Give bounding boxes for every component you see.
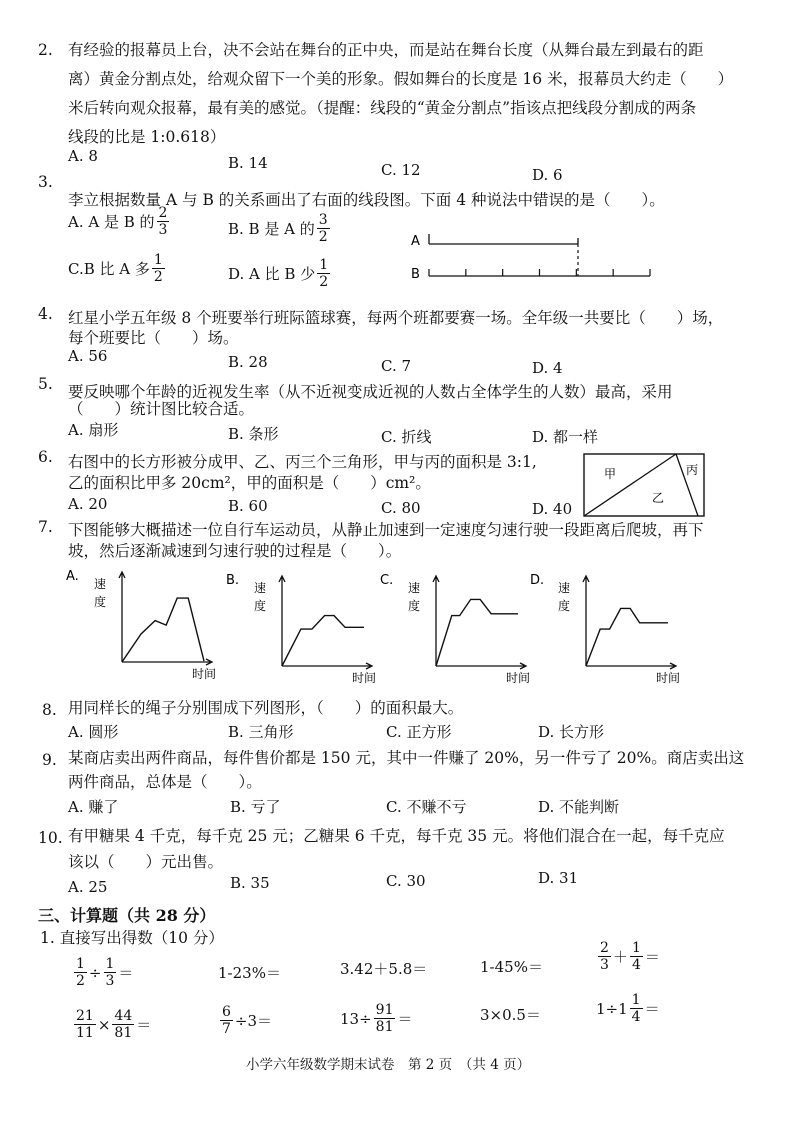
- diagonal-line: [584, 454, 676, 516]
- question-number: 6.: [38, 448, 53, 466]
- graph-xlabel: 时间: [352, 671, 376, 685]
- q2-option-c[interactable]: C. 12: [381, 161, 421, 179]
- segment-label-b: B: [411, 267, 420, 282]
- q10-option-d[interactable]: D. 31: [538, 869, 579, 887]
- q6-option-b[interactable]: B. 60: [228, 497, 268, 515]
- page-footer: 小学六年级数学期末试卷 第 2 页 （共 4 页）: [246, 1057, 531, 1073]
- question-number: 3.: [38, 173, 53, 191]
- q9-line-1: 某商店卖出两件商品，每件售价都是 150 元，其中一件赚了 20%，另一件亏了 20%。商店卖出这: [68, 749, 745, 767]
- graph-y-axis: [279, 576, 285, 666]
- speed-curve: [122, 598, 204, 662]
- speed-graph-b[interactable]: [226, 570, 376, 685]
- question-number: 4.: [38, 305, 53, 323]
- question-number: 10.: [38, 829, 63, 847]
- q5-option-b[interactable]: B. 条形: [228, 425, 279, 443]
- speed-curve: [586, 608, 668, 666]
- calc-item-1: $\frac{1}{2}$ ÷ $\frac{1}{3}$ ＝: [76, 956, 134, 989]
- q5-option-a[interactable]: A. 扇形: [68, 421, 119, 439]
- graph-x-axis: [282, 663, 372, 669]
- q5-line-1: 要反映哪个年龄的近视发生率（从不近视变成近视的人数占全体学生的人数）最高，采用: [68, 383, 673, 401]
- graph-ylabel: 速: [558, 581, 571, 595]
- calc-item-7: $\frac{6}{7}$ ÷3＝: [222, 1004, 273, 1037]
- q6-option-a[interactable]: A. 20: [68, 495, 108, 513]
- graph-ylabel: 速: [408, 581, 421, 595]
- graph-letter: A.: [66, 569, 79, 584]
- speed-curve: [282, 616, 364, 666]
- q3-option-c[interactable]: [68, 252, 167, 285]
- q5-line-2: （ ）统计图比较合适。: [68, 400, 255, 418]
- q9-option-a[interactable]: A. 赚了: [68, 798, 119, 816]
- q2-option-b[interactable]: B. 14: [228, 154, 268, 172]
- graph-x-axis: [436, 663, 526, 669]
- graph-ylabel: 速: [94, 577, 107, 591]
- q2-line-4: 线段的比是 1:0.618）: [68, 128, 226, 146]
- calc-item-10: 1÷1 $\frac{1}{4}$ ＝: [596, 992, 660, 1025]
- calc-item-5: $\frac{2}{3}$ ＋ $\frac{1}{4}$ ＝: [600, 940, 660, 973]
- q10-line-1: 有甲糖果 4 千克，每千克 25 元；乙糖果 6 千克，每千克 35 元。将他们混合在一起，每千克应: [68, 827, 725, 845]
- q10-option-a[interactable]: A. 25: [68, 878, 108, 896]
- question-number: 5.: [38, 375, 53, 393]
- rectangle-diagram: [582, 452, 708, 518]
- q4-option-b[interactable]: B. 28: [228, 353, 268, 371]
- fraction: $\frac{2}{3}$: [158, 205, 168, 238]
- q5-option-c[interactable]: C. 折线: [381, 428, 432, 446]
- q6-option-d[interactable]: D. 40: [532, 500, 573, 518]
- graph-xlabel: 时间: [656, 671, 680, 685]
- q6-option-c[interactable]: C. 80: [381, 499, 421, 517]
- q9-option-b[interactable]: B. 亏了: [230, 798, 281, 816]
- q9-option-c[interactable]: C. 不赚不亏: [386, 798, 467, 816]
- q8-text: 用同样长的绳子分别围成下列图形，（ ）的面积最大。: [68, 699, 464, 717]
- graph-letter: D.: [530, 573, 545, 588]
- q5-option-d[interactable]: D. 都一样: [532, 428, 599, 446]
- q8-option-d[interactable]: D. 长方形: [538, 723, 605, 741]
- q2-line-1: 有经验的报幕员上台，决不会站在舞台的正中央，而是站在舞台长度（从舞台最左到最右的距: [68, 41, 704, 59]
- speed-graph-d[interactable]: [530, 570, 680, 685]
- q8-option-a[interactable]: A. 圆形: [68, 723, 119, 741]
- calc-item-8: 13÷ $\frac{91}{81}$ ＝: [340, 1002, 413, 1035]
- graph-ylabel: 度: [558, 599, 571, 613]
- q7-line-2: 坡，然后逐渐减速到匀速行驶的过程是（ ）。: [68, 542, 402, 560]
- calc-item-2: 1-23%＝: [218, 964, 281, 982]
- calc-item-9: 3×0.5＝: [480, 1006, 541, 1024]
- graph-ylabel: 度: [408, 599, 421, 613]
- q6-line-2: 乙的面积比甲多 20cm²，甲的面积是（ ）cm²。: [68, 474, 431, 492]
- q10-option-b[interactable]: B. 35: [230, 874, 270, 892]
- question-number: 2.: [38, 41, 53, 59]
- q9-line-2: 两件商品，总体是（ ）。: [68, 773, 262, 791]
- q4-line-1: 红星小学五年级 8 个班要举行班际篮球赛，每两个班都要赛一场。全年级一共要比（ ）场，: [68, 309, 724, 327]
- graph-letter: B.: [226, 573, 240, 588]
- q3-option-b[interactable]: [228, 212, 332, 245]
- graph-y-axis: [119, 572, 125, 662]
- q3-option-b-text: B. B 是 A 的: [228, 219, 315, 238]
- speed-graph-c[interactable]: [380, 570, 530, 685]
- q3-text: 李立根据数量 A 与 B 的关系画出了右面的线段图。下面 4 种说法中错误的是（ ）。: [68, 191, 665, 209]
- q10-option-c[interactable]: C. 30: [386, 872, 426, 890]
- q3-option-a[interactable]: [68, 205, 171, 238]
- graph-letter: C.: [380, 573, 394, 588]
- graph-y-axis: [433, 576, 439, 666]
- graph-ylabel: 度: [254, 599, 267, 613]
- graph-x-axis: [122, 659, 212, 665]
- segment-label-a: A: [411, 234, 420, 249]
- q6-line-1: 右图中的长方形被分成甲、乙、丙三个三角形，甲与丙的面积是 3:1,: [68, 453, 537, 471]
- label-bing: 丙: [686, 463, 699, 477]
- q7-line-1: 下图能够大概描述一位自行车运动员，从静止加速到一定速度匀速行驶一段距离后爬坡，再下: [68, 521, 704, 539]
- calc-item-3: 3.42＋5.8＝: [340, 960, 428, 978]
- segment-b-ticks: [429, 269, 650, 276]
- q10-line-2: 该以（ ）元出售。: [68, 853, 224, 871]
- q2-line-3: 米后转向观众报幕，最有美的感觉。（提醒：线段的“黄金分割点”指该点把线段分割成的两条: [68, 99, 697, 117]
- graph-x-axis: [586, 663, 676, 669]
- q3-option-a-text: A. A 是 B 的: [68, 212, 155, 231]
- graph-ylabel: 速: [254, 581, 267, 595]
- question-number: 7.: [38, 518, 53, 536]
- q4-line-2: 每个班要比（ ）场。: [68, 329, 239, 347]
- q8-option-c[interactable]: C. 正方形: [386, 723, 452, 741]
- label-jia: 甲: [604, 467, 617, 481]
- graph-xlabel: 时间: [192, 667, 216, 681]
- segment-diagram: [405, 226, 665, 288]
- calc-item-6: $\frac{21}{11}$ × $\frac{44}{81}$ ＝: [76, 1008, 152, 1041]
- q3-option-d-text: D. A 比 B 少: [228, 264, 316, 283]
- graph-y-axis: [583, 576, 589, 666]
- graph-xlabel: 时间: [506, 671, 530, 685]
- calc-item-4: 1-45%＝: [480, 958, 543, 976]
- q8-option-b[interactable]: B. 三角形: [228, 723, 294, 741]
- section-subtitle: 1. 直接写出得数（10 分）: [40, 929, 224, 947]
- q3-option-d[interactable]: [228, 257, 332, 290]
- question-number: 9.: [42, 751, 57, 769]
- speed-curve: [436, 599, 518, 666]
- q2-option-a[interactable]: A. 8: [68, 147, 98, 165]
- q4-option-c[interactable]: C. 7: [381, 357, 412, 375]
- fraction: $\frac{3}{2}$: [318, 212, 328, 245]
- q4-option-a[interactable]: A. 56: [68, 347, 108, 365]
- fraction: $\frac{1}{2}$: [319, 257, 329, 290]
- section-title: 三、计算题（共 28 分）: [38, 906, 216, 925]
- label-yi: 乙: [652, 491, 665, 505]
- q2-option-d[interactable]: D. 6: [532, 166, 563, 184]
- question-number: 8.: [42, 701, 57, 719]
- q4-option-d[interactable]: D. 4: [532, 359, 563, 377]
- q3-option-c-text: C.B 比 A 多: [68, 259, 150, 278]
- fraction: $\frac{1}{2}$: [153, 252, 163, 285]
- q2-line-2: 离）黄金分割点处，给观众留下一个美的形象。假如舞台的长度是 16 米，报幕员大约走（ ）: [68, 70, 734, 88]
- graph-ylabel: 度: [94, 595, 107, 609]
- speed-graph-a[interactable]: [66, 566, 216, 681]
- q9-option-d[interactable]: D. 不能判断: [538, 798, 620, 816]
